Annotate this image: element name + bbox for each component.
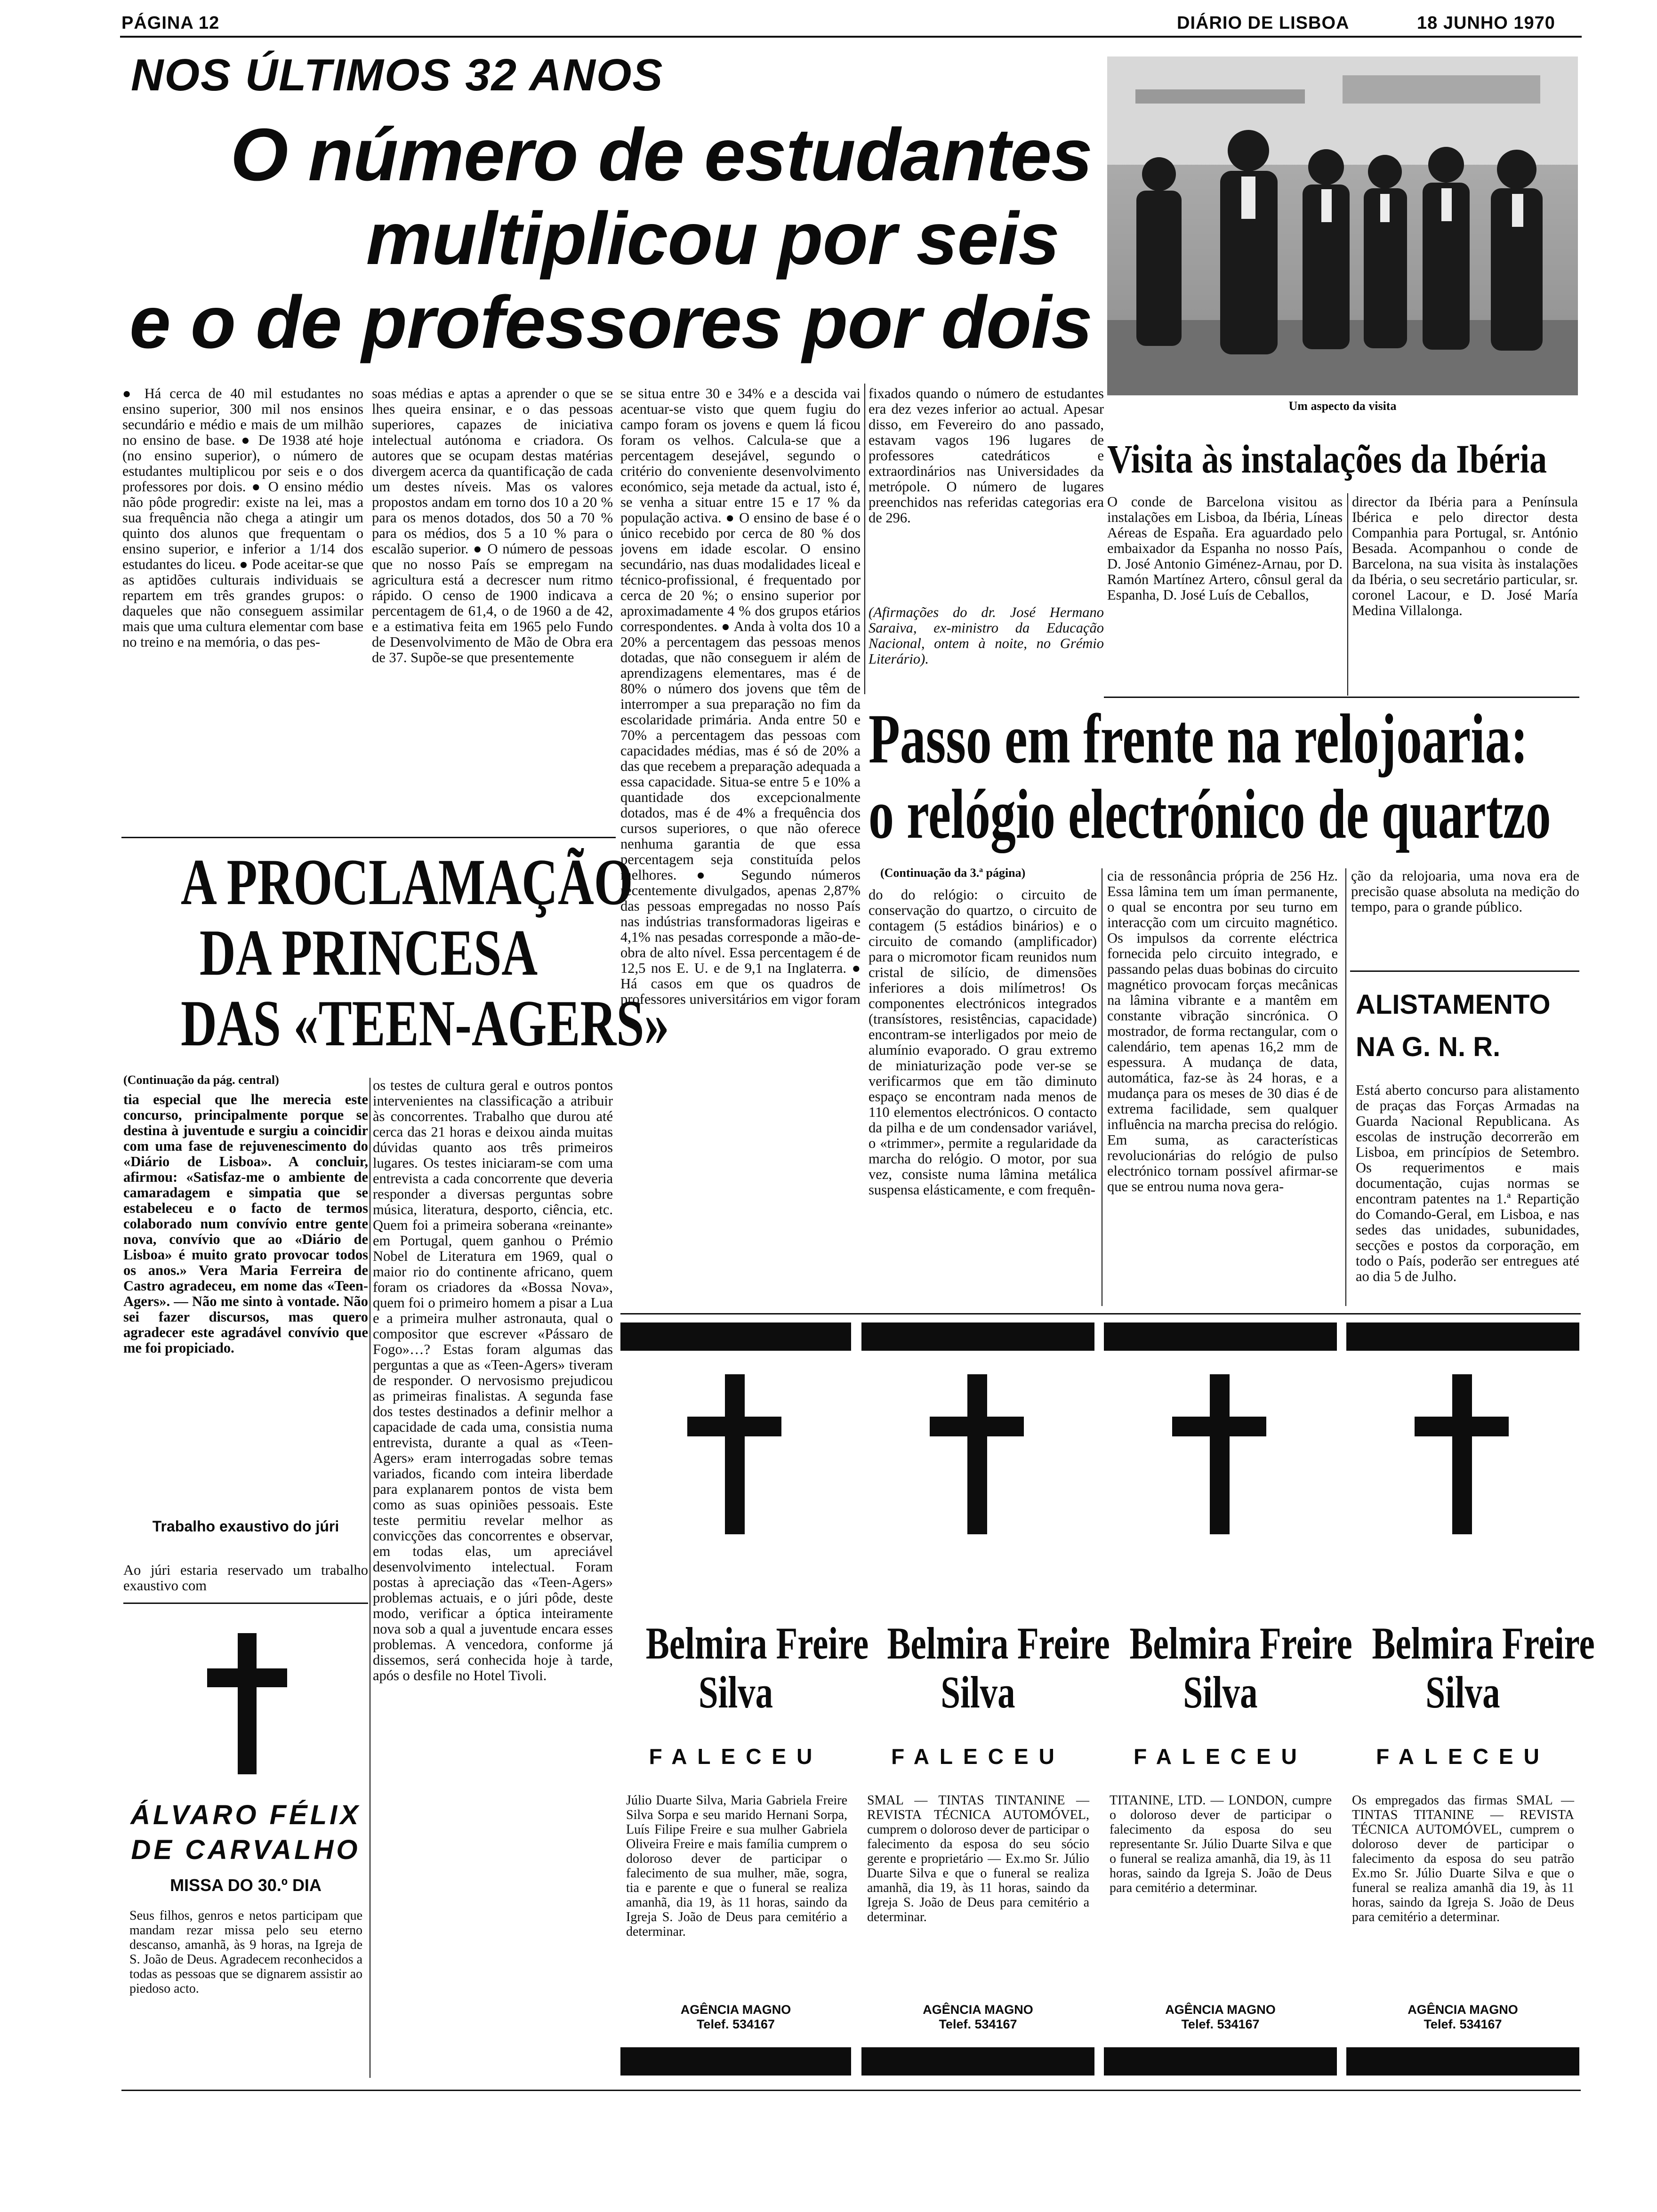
princesa-col-2: os testes de cultura geral e outros pontos intervenientes na classificação a atribuir às concorrentes. Trabalho que durou até cerca das 21 horas e deixou ainda muitas dúvidas quanto aos três primeiros lugares. Os testes iniciaram-se com uma entrevista a cada concorrente que deveria responder a diversas perguntas sobre música, literatura, desporto, ciência, etc. Quem foi a primeira soberana «reinante» em Portugal, quem ganhou o Prémio Nobel de Literatura em 1969, qual o maior rio do continente africano, quem foram os criadores da «Bossa Nova», quem foi o primeiro homem a pisar a Lua e a primeira mulher astronauta, qual o compositor que escrever «Pássaro de Fogo»…? Estas foram algumas das perguntas a que as «Teen-Agers» tiveram de responder. O nervosismo prejudicou as primeiras finalistas. A segunda fase dos testes destinados a definir melhor a capacidade de cada uma, consistia numa entrevista, durante a qual as «Teen-Agers» eram interrogadas sobre temas variados, ficando com inteira liberdade para explanarem pontos de vista bem como as suas opiniões pessoais. Este teste permitiu revelar melhor as convicções das concorrentes e observar, em todas elas, um apreciável desenvolvimento intelectual. Foram postas à apreciação das «Teen-Agers» problemas actuais, e o júri pôde, deste modo, verificar a óptica inteiramente nova sob a qual a juventude encara esses problemas. A vencedora, conforme já dissemos, será conhecida hoje à tarde, após o desfile no Hotel Tivoli. <box>373 1078 613 1683</box>
obit-faleceu: FALECEU <box>1376 1744 1550 1769</box>
article-col-2: soas médias e aptas a aprender o que se lhes queira ensinar, e o das pessoas superiores, capazes de iniciativa intelectual autónoma e criadora. Os autores que se ocupam destas matérias divergem acerca da quantificação de cada um destes níveis. Mas os valores propostos andam em torno dos 10 a 20 % para os menos dotados, dos 50 a 70 % para os médios, dos 5 a 10 % para o escalão superior. ● O número de pessoas que no nosso País se empregam na agricultura está a decrescer num ritmo rápido. O censo de 1900 indicava a percentagem de 61,4, o de 1960 a de 42, e a estimativa feita em 1965 pelo Fundo de Desenvolvimento de Mão de Obra era de 37. Supõe-se que presentemente <box>372 386 613 665</box>
obit-name <box>1129 1618 1352 1717</box>
obit-agency <box>1104 2003 1337 2032</box>
obit-faleceu: FALECEU <box>1134 1744 1307 1769</box>
alvaro-mass: MISSA DO 30.º DIA <box>170 1875 322 1895</box>
princesa-col-1b: Ao júri estaria reservado um trabalho exaustivo com <box>123 1563 368 1594</box>
section-rule <box>620 1313 1581 1314</box>
relogio-col-2: cia de ressonância própria de 256 Hz. Essa lâmina tem um íman permanente, o qual se encontra por seu turno em interacção com um circuito magnético. Os impulsos da corrente eléctrica fornecida pelo circuito integrado, e passando pelas duas bobinas do circuito magnético provocam forças mecânicas na lâmina vibrante e a mantêm em constante vibração sincrónica. O mostrador, de forma rectangular, com o calendário, tem apenas 16,2 mm de espessura. A mudança de data, automática, faz-se às 24 horas, e a mudança para os meses de 30 dias é de extrema facilidade, sem qualquer influência na marcha precisa do relógio. Em suma, as características revolucionárias do relógio de pulso electrónico tornam possível afirmar-se que se entrou numa nova gera- <box>1107 868 1338 1194</box>
agency-name: AGÊNCIA MAGNO <box>1165 2003 1276 2017</box>
princesa-title-line-3: DAS «TEEN-AGERS» <box>181 987 669 1060</box>
agency-phone: Telef. 534167 <box>1424 2017 1502 2031</box>
issue-date: 18 JUNHO 1970 <box>1417 13 1555 33</box>
alvaro-name-line-1: ÁLVARO FÉLIX <box>130 1800 361 1830</box>
obit-bar <box>1346 1322 1579 1351</box>
princesa-subhead: Trabalho exaustivo do júri <box>152 1518 339 1535</box>
page-bottom-rule <box>121 2090 1581 2091</box>
article-attribution: (Afirmações do dr. José Hermano Saraiva, ex-ministro da Educação Nacional, ontem à noite, no Grémio Literário). <box>869 605 1104 667</box>
obit-text: TITANINE, LTD. — LONDON, cumpre o doloroso dever de participar o falecimento da esposa do seu representante Sr. Júlio Duarte Silva e que o funeral se realiza amanhã, dia 19, às 11 horas, saindo da Igreja S. João de Deus para cemitério a determinar. <box>1110 1793 1332 1895</box>
relogio-title-line-2: o relógio electrónico de quartzo <box>869 775 1551 853</box>
agency-phone: Telef. 534167 <box>696 2017 775 2031</box>
obit-name-line-1: Belmira Freire <box>887 1618 1110 1668</box>
obit-agency <box>861 2003 1094 2032</box>
princesa-title-line-1: A PROCLAMAÇÃO <box>181 846 633 919</box>
cross-icon <box>687 1374 781 1534</box>
obit-name-line-2: Silva <box>941 1667 1015 1717</box>
relogio-continuation: (Continuação da 3.ª página) <box>880 866 1026 880</box>
article-col-1: ● Há cerca de 40 mil estudantes no ensino superior, 300 mil nos ensinos secundário e médio e mais de um milhão no ensino de base. ● De 1938 até hoje (no ensino superior), o número de estudantes multiplicou por seis e o dos professores por dois. ● O ensino médio não pôde progredir: existe na lei, mas a sua frequência não chega a atingir um quinto dos alunos que frequentam o ensino superior, e inferior a 1/14 dos estudantes do liceu. ● Pode aceitar-se que as aptidões culturais individuais se repartem em três grandes grupos: o daqueles que não conseguem assimilar mais que uma cultura elementar com base no treino e na memória, o das pes- <box>122 386 363 650</box>
obit-name-line-2: Silva <box>1425 1667 1500 1717</box>
headline-line-1: O número de estudantes <box>230 113 1092 196</box>
headline-line-3: e o de professores por dois <box>129 281 1092 364</box>
alvaro-name <box>123 1798 368 1867</box>
agency-phone: Telef. 534167 <box>939 2017 1017 2031</box>
agency-name: AGÊNCIA MAGNO <box>923 2003 1033 2017</box>
iberia-col-2: director da Ibéria para a Península Ibérica e pelo director desta Companhia para Portugal, sr. António Besada. Acompanhou o conde de Barcelona, na sua visita às instalações da Ibéria, o seu secretário particular, sr. coronel Lacour, e D. José María Medina Villalonga. <box>1352 494 1578 618</box>
main-headline <box>122 113 1092 364</box>
obit-agency <box>1346 2003 1579 2032</box>
obit-name-line-1: Belmira Freire <box>645 1618 869 1668</box>
cross-icon <box>207 1633 287 1774</box>
newspaper-name: DIÁRIO DE LISBOA <box>1177 13 1350 33</box>
agency-name: AGÊNCIA MAGNO <box>1408 2003 1518 2017</box>
agency-phone: Telef. 534167 <box>1181 2017 1260 2031</box>
section-rule <box>1104 697 1579 698</box>
obit-bar <box>620 2047 851 2076</box>
obit-bar <box>620 1322 851 1351</box>
obit-agency <box>620 2003 851 2032</box>
obit-text: SMAL — TINTAS TINTANINE — REVISTA TÉCNICA AUTOMÓVEL, cumprem o doloroso dever de participar o falecimento da esposa do seu sócio gerente e proprietário — Ex.mo Sr. Júlio Duarte Silva e que o funeral se realiza amanhã, dia 19, às 11 horas, saindo da Igreja S. João de Deus para cemitério a determinar. <box>867 1793 1089 1924</box>
obit-name-line-2: Silva <box>698 1667 773 1717</box>
obit-name-line-2: Silva <box>1183 1667 1258 1717</box>
obit-name-line-1: Belmira Freire <box>1129 1618 1352 1668</box>
alvaro-name-line-2: DE CARVALHO <box>131 1835 361 1865</box>
relogio-col-3: ção da relojoaria, uma nova era de precisão quase absoluta na medição do tempo, para o grande público. <box>1351 868 1579 915</box>
relogio-col-1: do do relógio: o circuito de conservação do quartzo, o circuito de contagem (5 estádios binários) e o circuito de comando (amplificador) para o micromotor ficam reunidos num cristal de silício, de dimensões inferiores a dois milímetros! Os componentes electrónicos integrados (transístores, resistências, capacidade) encontram-se interligados por meio de alumínio evaporado. O grau extremo de miniaturização pode ver-se se verificarmos que em tão diminuto espaço se encontram nada menos de 110 elementos electrónicos. O contacto da pilha e de um condensador variável, o «trimmer», permite a regularidade da marcha do relógio. O motor, por sua vez, consiste numa lâmina metálica suspensa elásticamente, e com frequên- <box>869 887 1097 1198</box>
obit-bar <box>861 1322 1094 1351</box>
obit-faleceu: FALECEU <box>649 1744 823 1769</box>
gnr-title <box>1356 984 1551 1068</box>
column-rule <box>864 384 865 694</box>
cross-icon <box>1172 1374 1266 1534</box>
cross-icon <box>930 1374 1024 1534</box>
obit-name <box>887 1618 1110 1717</box>
gnr-text: Está aberto concurso para alistamento de praças das Forças Armadas na Guarda Nacional Republicana. As escolas de instrução decorrerão em Lisboa, em princípios de Setembro. Os requerimentos e mais documentação, cujas normas se encontram patentes na 1.ª Repartição do Comando-Geral, em Lisboa, e nas sedes das unidades, subunidades, secções e postos da corporação, em todo o País, poderão ser entregues até ao dia 5 de Julho. <box>1356 1082 1579 1284</box>
kicker: NOS ÚLTIMOS 32 ANOS <box>131 50 664 100</box>
iberia-visit-photo <box>1107 56 1578 395</box>
obit-name-line-1: Belmira Freire <box>1372 1618 1595 1668</box>
obit-faleceu: FALECEU <box>891 1744 1065 1769</box>
obit-name <box>645 1618 869 1717</box>
relogio-title-line-1: Passo em frente na relojoaria: <box>869 700 1528 778</box>
page-number: PÁGINA 12 <box>121 13 220 33</box>
section-rule <box>121 837 616 838</box>
alvaro-text: Seus filhos, genros e netos participam que mandam rezar missa pelo seu eterno descanso, amanhã, às 9 horas, na Igreja de S. João de Deus. Agradecem reconhecidos a todas as pessoas que se dignarem assistir ao piedoso acto. <box>129 1908 362 1996</box>
princesa-col-1: tia especial que lhe merecia este concurso, principalmente porque se destina à juventude e surgiu a coincidir com uma fase de rejuvenescimento do «Diário de Lisboa». A concluir, afirmou: «Satisfaz-me o ambiente de camaradagem e simpatia que se estabeleceu e o facto de termos colaborado num convívio entre gente nova, convívio que ao «Diário de Lisboa» é muito grato provocar todos os anos.» Vera Maria Ferreira de Castro agradeceu, em nome das «Teen-Agers». — Não me sinto à vontade. Não sei fazer discursos, mas quero agradecer este agradável convívio que me foi propiciado. <box>123 1092 368 1356</box>
column-rule <box>1345 868 1346 1306</box>
gnr-title-line-1: ALISTAMENTO <box>1356 989 1551 1020</box>
obit-bar <box>1104 2047 1337 2076</box>
section-rule <box>123 1603 368 1604</box>
obit-bar <box>861 2047 1094 2076</box>
obit-bar <box>1346 2047 1579 2076</box>
photo-caption: Um aspecto da visita <box>1288 399 1397 413</box>
photo-illustration <box>1107 56 1578 395</box>
obit-name <box>1372 1618 1595 1717</box>
header-rule <box>120 36 1582 38</box>
iberia-title: Visita às instalações da Ibéria <box>1107 436 1547 481</box>
section-rule <box>1350 970 1579 972</box>
iberia-col-1: O conde de Barcelona visitou as instalações em Lisboa, da Ibéria, Líneas Aéreas de España. Era aguardado pelo embaixador da Espanha no nosso País, D. José Antonio Giménez-Arnau, por D. Ramón Martínez Artero, cônsul geral da Espanha, D. José Luís de Ceballos, <box>1107 494 1343 603</box>
column-rule <box>1347 493 1348 696</box>
article-col-4: fixados quando o número de estudantes era dez vezes inferior ao actual. Apesar disso, em Fevereiro do ano passado, estavam vagos 196 lugares de professores catedráticos e extraordinários nas Universidades da metrópole. O número de lugares preenchidos nas referidas categorias era de 296. <box>869 386 1104 526</box>
article-col-3: se situa entre 30 e 34% e a descida vai acentuar-se visto que quem fugiu do campo foram os jovens e quem lá ficou foram os velhos. Calcula-se que a percentagem desejável, segundo o critério do conveniente desenvolvimento económico, seja metade da actual, isto é, se venha a situar entre 15 e 17 % da população activa. ● O ensino de base é o único recebido por cerca de 80 % dos jovens em idade escolar. O ensino secundário, nas duas modalidades liceal e técnico-profissional, é frequentado por cerca de 20 %; o ensino superior por aproximadamente 4 % dos grupos etários correspondentes. ● Anda à volta dos 10 a 20% a percentagem das pessoas menos dotadas, que não conseguem ir além de aprendizagens elementares, mas é de 80% o número dos jovens que têm de interromper a sua preparação no fim da escolaridade primária. Anda entre 50 e 70% a percentagem das pessoas com capacidades médias, mas é só de 20% a das que recebem a preparação adequada a essa capacidade. Situa-se entre 5 e 10% a quantidade dos excepcionalmente dotados, mas é de 4% a frequência dos cursos superiores, o que não oferece nenhuma garantia de que essa percentagem seja constituída pelos melhores. ● Segundo números recentemente divulgados, apenas 2,87% das pessoas empregadas no nosso País nas indústrias transformadoras ligeiras e 4,1% nas pesadas corresponde a mão-de-obra de alto nível. Essa percentagem é de 12,5 nos E. U. e de 9,1 na Inglaterra. ● Há casos em que os quadros de professores universitários em vigor foram <box>620 386 861 1007</box>
princesa-continuation: (Continuação da pág. central) <box>123 1073 279 1087</box>
cross-icon <box>1415 1374 1509 1534</box>
agency-name: AGÊNCIA MAGNO <box>680 2003 791 2017</box>
obit-bar <box>1104 1322 1337 1351</box>
princesa-title-line-2: DA PRINCESA <box>199 916 538 989</box>
headline-line-2: multiplicou por seis <box>366 197 1059 280</box>
gnr-title-line-2: NA G. N. R. <box>1356 1032 1501 1062</box>
obit-text: Júlio Duarte Silva, Maria Gabriela Freire Silva Sorpa e seu marido Hernani Sorpa, Luís Filipe Freire e sua mulher Gabriela Oliveira Freire e mais família cumprem o doloroso dever de participar o falecimento de sua mulher, mãe, sogra, tia e parente e que o funeral se realiza amanhã, dia 19, às 11 horas, saindo da Igreja S. João de Deus para cemitério a determinar. <box>626 1793 847 1939</box>
obit-text: Os empregados das firmas SMAL — TINTAS TITANINE — REVISTA TÉCNICA AUTOMÓVEL, cumprem o doloroso dever de participar o falecimento da esposa do seu patrão Ex.mo Sr. Júlio Duarte Silva e que o funeral se realiza amanhã dia 19, às 11 horas, saindo da Igreja S. João de Deus para cemitério a determinar. <box>1352 1793 1574 1924</box>
princesa-title <box>121 846 669 1060</box>
